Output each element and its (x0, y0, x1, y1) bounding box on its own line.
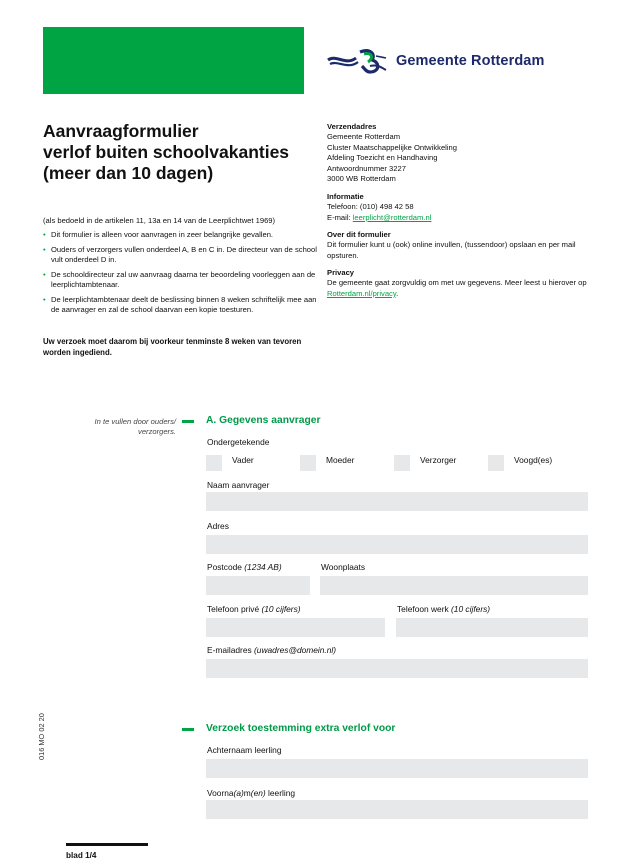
address-line: 3000 WB Rotterdam (327, 174, 396, 184)
postcode-field[interactable] (206, 576, 310, 595)
fill-in-note: In te vullen door ouders/ verzorgers. (94, 417, 176, 436)
achternaam-field[interactable] (206, 759, 588, 778)
checkbox-label-vader: Vader (232, 455, 254, 465)
over-heading: Over dit formulier (327, 230, 391, 239)
email-label (207, 645, 336, 655)
adres-field[interactable] (206, 535, 588, 554)
voornamen-pre: Voorna (207, 788, 234, 798)
over-text: Dit formulier kunt u (ook) online invullen, (tussendoor) opslaan en per mail opsturen. (327, 240, 576, 260)
verzendadres-heading: Verzendadres (327, 122, 377, 131)
tel-werk-hint: (10 cijfers) (451, 604, 491, 614)
email-field[interactable] (206, 659, 588, 678)
checkbox-voogd[interactable] (488, 455, 504, 471)
checkbox-label-verzorger: Verzorger (420, 455, 457, 465)
voornamen-en: (en) (250, 788, 266, 798)
section-b-title: Verzoek toestemming extra verlof voor (206, 723, 396, 734)
intro-bullets (43, 230, 323, 320)
checkbox-label-voogd: Voogd(es) (514, 455, 553, 465)
voornamen-a: (a) (233, 788, 244, 798)
privacy-text: De gemeente gaat zorgvuldig om met uw gegevens. Meer leest u hierover op (327, 278, 587, 288)
address-line: Cluster Maatschappelijke Ontwikkeling (327, 142, 457, 152)
title-line-2: verlof buiten schoolvakanties (43, 142, 290, 162)
section-a-title: A. Gegevens aanvrager (206, 415, 321, 426)
tel-werk-label-text: Telefoon werk (397, 604, 449, 614)
header-green-block (43, 27, 304, 94)
naam-aanvrager-label: Naam aanvrager (207, 480, 270, 490)
footer-rule (66, 843, 148, 846)
privacy-after: . (396, 288, 399, 298)
tel-prive-hint: (10 cijfers) (261, 604, 301, 614)
checkbox-vader[interactable] (206, 455, 222, 471)
deadline-note: Uw verzoek moet daarom bij voorkeur tenminste 8 weken van tevoren worden ingediend. (43, 337, 302, 357)
privacy-block (327, 268, 587, 299)
bullet-item: • De leerplichtambtenaar deelt de beslissing binnen 8 weken schriftelijk mee aan de aanvrager en zal de school daarvan een kopie toesturen. (43, 295, 323, 316)
gemeente-logo (326, 46, 586, 76)
woonplaats-field[interactable] (320, 576, 588, 595)
section-b-marker (182, 728, 194, 731)
privacy-text-line (327, 278, 587, 299)
page-number: blad 1/4 (66, 851, 97, 860)
bullet-item: • Ouders of verzorgers vullen onderdeel A, B en C in. De directeur van de school vult onderdeel D in. (43, 245, 323, 266)
tel-prive-field[interactable] (206, 618, 385, 637)
logo-text: Gemeente Rotterdam (396, 53, 545, 69)
address-line: Antwoordnummer 3227 (327, 163, 406, 173)
tel-prive-label-text: Telefoon privé (207, 604, 260, 614)
privacy-link[interactable]: Rotterdam.nl/privacy (327, 288, 397, 298)
address-line: Afdeling Toezicht en Handhaving (327, 153, 438, 163)
checkbox-verzorger[interactable] (394, 455, 410, 471)
email-label-text: E-mailadres (207, 645, 252, 655)
verzendadres-block (327, 122, 587, 184)
ondergetekende-label: Ondergetekende (207, 437, 270, 447)
voornamen-post: leerling (265, 788, 296, 798)
form-code: 016 MO 02 20 (37, 713, 46, 760)
email-link[interactable]: leerplicht@rotterdam.nl (352, 212, 432, 222)
informatie-heading: Informatie (327, 192, 364, 201)
tel-werk-field[interactable] (396, 618, 588, 637)
woonplaats-label: Woonplaats (321, 562, 366, 572)
postcode-hint: (1234 AB) (244, 562, 282, 572)
over-formulier-block (327, 230, 587, 261)
checkbox-label-moeder: Moeder (326, 455, 355, 465)
voornamen-mid: m (243, 788, 251, 798)
law-reference: (als bedoeld in de artikelen 11, 13a en 14 van de Leerplichtwet 1969) (43, 216, 276, 225)
page-title (43, 121, 333, 184)
info-phone: Telefoon: (010) 498 42 58 (327, 202, 414, 212)
postcode-label (207, 562, 282, 572)
tel-prive-label (207, 604, 301, 614)
privacy-heading: Privacy (327, 268, 355, 277)
naam-aanvrager-field[interactable] (206, 492, 588, 511)
achternaam-label: Achternaam leerling (207, 745, 282, 755)
checkbox-moeder[interactable] (300, 455, 316, 471)
address-line: Gemeente Rotterdam (327, 132, 401, 142)
bullet-item: • Dit formulier is alleen voor aanvragen in zeer belangrijke gevallen. (43, 230, 323, 241)
section-a-marker (182, 420, 194, 423)
informatie-block (327, 192, 587, 223)
tel-werk-label (397, 604, 490, 614)
voornamen-field[interactable] (206, 800, 588, 819)
adres-label: Adres (207, 521, 229, 531)
info-email-line (327, 213, 587, 223)
info-email-label: E-mail: (327, 212, 353, 222)
email-hint: (uwadres@domein.nl) (254, 645, 337, 655)
voornamen-label (207, 788, 295, 798)
title-line-1: Aanvraagformulier (43, 121, 199, 141)
rotterdam-lion-icon (326, 46, 390, 76)
bullet-item: • De schooldirecteur zal uw aanvraag daarna ter beoordeling voorleggen aan de leerplichtambtenaar. (43, 270, 323, 291)
postcode-label-text: Postcode (207, 562, 242, 572)
title-line-3: (meer dan 10 dagen) (43, 163, 214, 183)
